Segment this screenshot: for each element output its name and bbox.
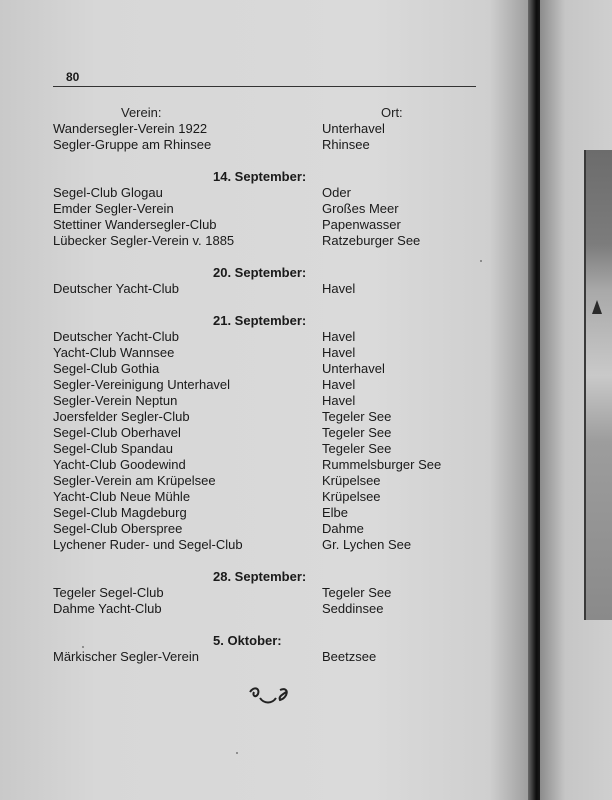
club-name: Segel-Club Oberhavel <box>53 425 181 440</box>
club-name: Segel-Club Glogau <box>53 185 163 200</box>
date-heading: 20. September: <box>213 265 307 280</box>
regatta-list <box>53 121 493 665</box>
club-name: Segel-Club Gothia <box>53 361 160 376</box>
club-name: Märkischer Segler-Verein <box>53 649 199 664</box>
club-name: Joersfelder Segler-Club <box>53 409 190 424</box>
club-row <box>53 121 493 137</box>
venue-name: Seddinsee <box>322 601 384 616</box>
club-name: Stettiner Wandersegler-Club <box>53 217 217 232</box>
venue-name: Oder <box>322 185 351 200</box>
club-name: Yacht-Club Goodewind <box>53 457 186 472</box>
paper-speck <box>82 646 84 648</box>
venue-name: Tegeler See <box>322 409 392 424</box>
facing-page-photo <box>584 150 612 620</box>
venue-name: Ratzeburger See <box>322 233 421 248</box>
venue-name: Tegeler See <box>322 425 392 440</box>
club-name: Yacht-Club Neue Mühle <box>53 489 191 504</box>
page-number: 80 <box>66 70 80 84</box>
venue-name: Rhinsee <box>322 137 370 152</box>
venue-name: Rummelsburger See <box>322 457 442 472</box>
club-row <box>53 185 493 201</box>
venue-name: Havel <box>322 377 356 392</box>
club-row <box>53 361 493 377</box>
club-row <box>53 521 493 537</box>
club-row <box>53 489 493 505</box>
venue-name: Tegeler See <box>322 441 392 456</box>
venue-name: Havel <box>322 281 356 296</box>
club-row <box>53 393 493 409</box>
venue-name: Papenwasser <box>322 217 401 232</box>
club-row <box>53 281 493 297</box>
club-row <box>53 345 493 361</box>
club-row <box>53 457 493 473</box>
club-row <box>53 441 493 457</box>
column-heading-verein: Verein: <box>121 105 162 120</box>
club-row <box>53 137 493 153</box>
club-row <box>53 601 493 617</box>
club-row <box>53 473 493 489</box>
venue-name: Krüpelsee <box>322 489 381 504</box>
club-row <box>53 329 493 345</box>
venue-name: Beetzsee <box>322 649 377 664</box>
club-name: Segel-Club Spandau <box>53 441 173 456</box>
club-row <box>53 537 493 553</box>
venue-name: Dahme <box>322 521 364 536</box>
date-heading: 21. September: <box>213 313 307 328</box>
club-name: Tegeler Segel-Club <box>53 585 164 600</box>
club-name: Segel-Club Magdeburg <box>53 505 187 520</box>
club-name: Lychener Ruder- und Segel-Club <box>53 537 243 552</box>
club-name: Deutscher Yacht-Club <box>53 329 179 344</box>
venue-name: Havel <box>322 329 356 344</box>
club-name: Segler-Verein am Krüpelsee <box>53 473 216 488</box>
club-name: Lübecker Segler-Verein v. 1885 <box>53 233 235 248</box>
club-name: Segler-Verein Neptun <box>53 393 178 408</box>
date-heading: 14. September: <box>213 169 307 184</box>
club-name: Wandersegler-Verein 1922 <box>53 121 208 136</box>
venue-name: Gr. Lychen See <box>322 537 412 552</box>
club-row <box>53 649 493 665</box>
venue-name: Elbe <box>322 505 349 520</box>
club-row <box>53 217 493 233</box>
club-row <box>53 505 493 521</box>
club-row <box>53 377 493 393</box>
date-heading: 5. Oktober: <box>213 633 282 648</box>
club-name: Segler-Gruppe am Rhinsee <box>53 137 212 152</box>
date-heading: 28. September: <box>213 569 307 584</box>
club-name: Segel-Club Oberspree <box>53 521 183 536</box>
club-row <box>53 425 493 441</box>
club-row <box>53 201 493 217</box>
paper-speck <box>480 260 482 262</box>
club-row <box>53 233 493 249</box>
club-name: Yacht-Club Wannsee <box>53 345 175 360</box>
club-row <box>53 409 493 425</box>
sailboat-icon <box>592 300 602 314</box>
venue-name: Tegeler See <box>322 585 392 600</box>
column-heading-ort: Ort: <box>381 105 403 120</box>
venue-name: Großes Meer <box>322 201 399 216</box>
paper-speck <box>236 752 238 754</box>
club-name: Dahme Yacht-Club <box>53 601 162 616</box>
decorative-flourish-icon <box>246 684 294 708</box>
club-name: Emder Segler-Verein <box>53 201 174 216</box>
club-row <box>53 585 493 601</box>
club-name: Segler-Vereinigung Unterhavel <box>53 377 231 392</box>
venue-name: Havel <box>322 345 356 360</box>
venue-name: Krüpelsee <box>322 473 381 488</box>
venue-name: Unterhavel <box>322 121 385 136</box>
venue-name: Unterhavel <box>322 361 385 376</box>
club-name: Deutscher Yacht-Club <box>53 281 179 296</box>
venue-name: Havel <box>322 393 356 408</box>
header-rule <box>53 86 476 87</box>
